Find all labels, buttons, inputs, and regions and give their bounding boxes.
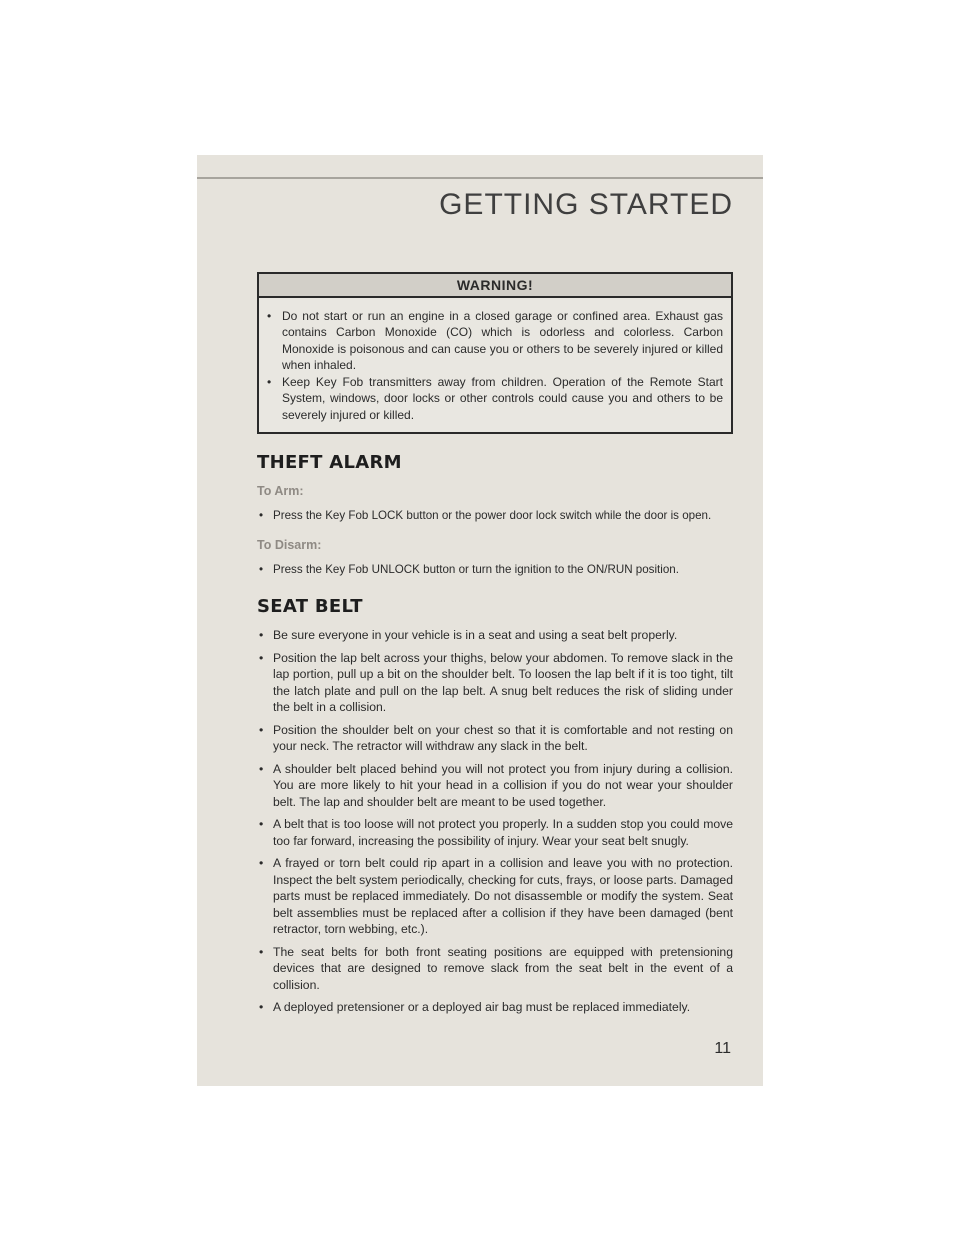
- list-item: • A shoulder belt placed behind you will not protect you from injury during a collision. You are more likely to hit your head in a collision if you do not wear your shoulder belt. The lap and shoulder belt are meant to be used together.: [257, 761, 733, 811]
- list-item: • Be sure everyone in your vehicle is in a seat and using a seat belt properly.: [257, 627, 733, 644]
- warning-item: • Do not start or run an engine in a closed garage or confined area. Exhaust gas contains Carbon Monoxide (CO) which is odorless and colorless. Carbon Monoxide is poisonous and can cause you or others to be severely injured or killed when inhaled.: [266, 308, 723, 373]
- warning-box: [257, 272, 733, 434]
- to-arm-subheading: To Arm:: [257, 484, 304, 499]
- list-item: • Position the lap belt across your thighs, below your abdomen. To remove slack in the lap portion, pull up a bit on the shoulder belt. To loosen the lap belt if it is too tight, tilt the latch plate and pull on the lap belt. A snug belt reduces the risk of sliding under the belt in a collision.: [257, 650, 733, 716]
- list-item: • Press the Key Fob UNLOCK button or turn the ignition to the ON/RUN position.: [257, 562, 733, 579]
- arm-list: [257, 508, 733, 525]
- list-item: • A frayed or torn belt could rip apart in a collision and leave you with no protection. Inspect the belt system periodically, checking for cuts, frays, or loose parts. Damaged parts must be replaced immediately. Do not disassemble or modify the system. Seat belt assemblies must be replaced after a collision if they have been damaged (bent retractor, torn webbing, etc.).: [257, 855, 733, 938]
- list-item: • Press the Key Fob LOCK button or the power door lock switch while the door is open.: [257, 508, 733, 525]
- list-item: • A deployed pretensioner or a deployed air bag must be replaced immediately.: [257, 999, 733, 1016]
- warning-title: WARNING!: [259, 274, 731, 298]
- seat-belt-heading: SEAT BELT: [257, 596, 363, 618]
- warning-list: [259, 298, 731, 432]
- page-number: 11: [714, 1040, 731, 1057]
- list-item: • A belt that is too loose will not protect you properly. In a sudden stop you could move too far forward, increasing the possibility of injury. Wear your seat belt snugly.: [257, 816, 733, 849]
- list-item: • The seat belts for both front seating positions are equipped with pretensioning devices that are designed to remove slack from the seat belt in the event of a collision.: [257, 944, 733, 994]
- section-title: GETTING STARTED: [439, 188, 733, 221]
- seat-belt-list: [257, 627, 733, 1016]
- to-disarm-subheading: To Disarm:: [257, 537, 322, 552]
- manual-page: [197, 155, 763, 1086]
- header-rule: [197, 177, 763, 179]
- page-content: [257, 272, 733, 1022]
- list-item: • Position the shoulder belt on your chest so that it is comfortable and not resting on your neck. The retractor will withdraw any slack in the belt.: [257, 722, 733, 755]
- disarm-list: [257, 562, 733, 579]
- theft-alarm-heading: THEFT ALARM: [257, 452, 402, 474]
- warning-item: • Keep Key Fob transmitters away from children. Operation of the Remote Start System, windows, door locks or other controls could cause you and others to be severely injured or killed.: [266, 374, 723, 423]
